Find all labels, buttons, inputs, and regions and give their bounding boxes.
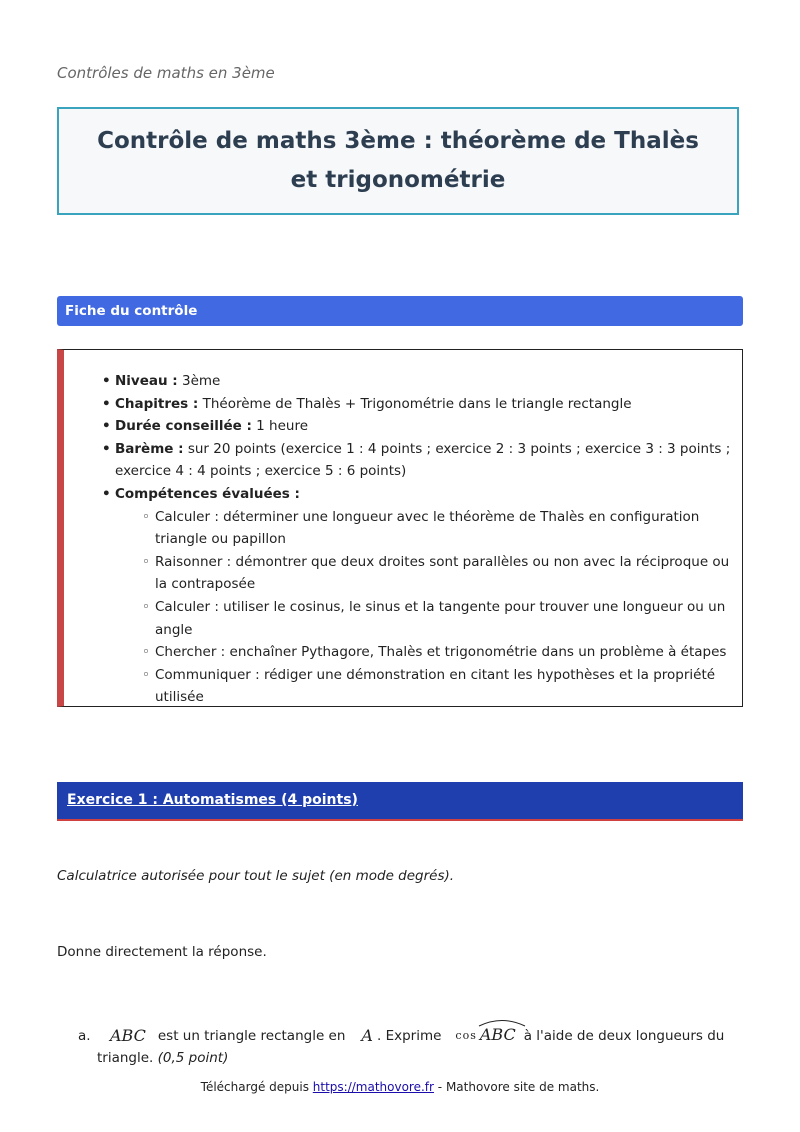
fiche-panel: [57, 349, 743, 707]
page-title: Contrôle de maths 3ème : théorème de Thalès et trigonométrie: [97, 128, 699, 193]
cos-function: cos: [455, 1028, 477, 1042]
footer-suffix: - Mathovore site de maths.: [437, 1080, 600, 1094]
fiche-item-value: 3ème: [182, 373, 221, 389]
triangle-name: ABC: [110, 1025, 146, 1045]
footer-link[interactable]: https://mathovore.fr: [312, 1080, 434, 1094]
exercise-1-title: Exercice 1 : Automatismes (4 points): [67, 792, 358, 808]
fiche-item-label: Barème :: [115, 440, 184, 457]
vertex-name: A: [361, 1025, 373, 1045]
question-text: triangle.: [97, 1050, 154, 1066]
question-a: [78, 1024, 738, 1069]
fiche-item-label: Niveau :: [115, 373, 178, 389]
fiche-item-label: Compétences évaluées :: [115, 485, 300, 502]
fiche-item-value: sur 20 points (exercice 1 : 4 points ; exercice 2 : 3 points ; exercice 3 : 3 points ; exercice 4 : 4 points ; exercice 5 : 6 points): [115, 440, 731, 480]
fiche-item-label: Durée conseillée :: [115, 418, 252, 435]
footer: [0, 1080, 800, 1094]
footer-prefix: Téléchargé depuis: [200, 1080, 309, 1094]
exercise-1-header: [57, 782, 743, 821]
competence-item: ◦ Communiquer : rédiger une démonstration en citant les hypothèses et la propriété utilisée: [155, 664, 740, 709]
calculator-note: Calculatrice autorisée pour tout le sujet (en mode degrés).: [57, 868, 455, 884]
breadcrumb: Contrôles de maths en 3ème: [57, 64, 275, 82]
fiche-item-niveau: [115, 370, 740, 393]
angle-abc: [480, 1024, 516, 1047]
fiche-header: Fiche du contrôle: [57, 296, 743, 326]
competences-list: [115, 506, 740, 709]
fiche-list: [115, 370, 740, 709]
fiche-item-label: Chapitres :: [115, 395, 199, 412]
question-letter: a.: [78, 1027, 91, 1044]
angle-hat-icon: [478, 1017, 526, 1027]
competence-item: ◦ Calculer : utiliser le cosinus, le sinus et la tangente pour trouver une longueur ou un angle: [155, 596, 740, 641]
fiche-item-bareme: [115, 438, 740, 483]
angle-name: ABC: [479, 1025, 516, 1044]
question-text: . Exprime: [376, 1027, 442, 1044]
title-box: [57, 107, 739, 215]
competence-item: ◦ Raisonner : démontrer que deux droites sont parallèles ou non avec la réciproque ou la contraposée: [155, 551, 740, 596]
competence-item: ◦ Calculer : déterminer une longueur avec le théorème de Thalès en configuration triangle ou papillon: [155, 506, 740, 551]
question-text: est un triangle rectangle en: [157, 1027, 346, 1044]
question-points: (0,5 point): [157, 1050, 229, 1066]
competence-item: ◦ Chercher : enchaîner Pythagore, Thalès et trigonométrie dans un problème à étapes: [155, 641, 740, 664]
question-text: à l'aide de deux longueurs du: [523, 1027, 725, 1044]
fiche-item-competences: [115, 483, 740, 709]
fiche-item-duree: [115, 415, 740, 438]
instruction: Donne directement la réponse.: [57, 944, 267, 960]
fiche-item-value: 1 heure: [256, 418, 309, 435]
fiche-item-chapitres: [115, 393, 740, 416]
fiche-item-value: Théorème de Thalès + Trigonométrie dans le triangle rectangle: [202, 395, 632, 412]
